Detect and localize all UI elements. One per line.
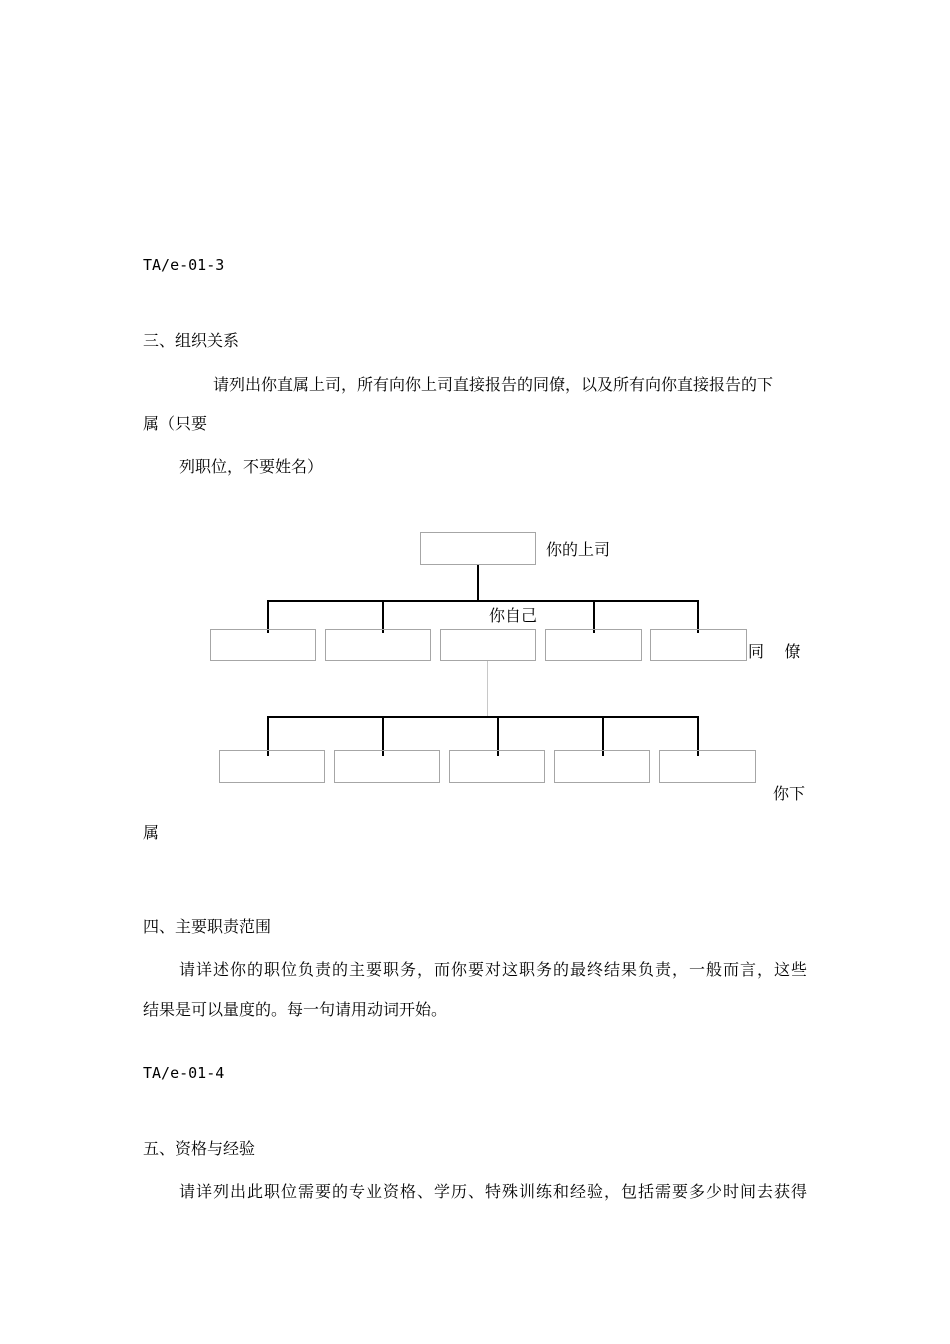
self-box (441, 630, 536, 661)
self-label: 你自己 (489, 606, 538, 625)
section3-instruction-line1: 请列出你直属上司，所有向你上司直接报告的同僚，以及所有向你直接报告的下 (213, 375, 774, 394)
section3-instruction-line2: 属（只要 (143, 414, 208, 433)
subordinates-label: 你下 (773, 784, 806, 803)
subordinate-box (660, 751, 756, 783)
subordinate-box (335, 751, 440, 783)
form-code-4: TA/e-01-4 (143, 1064, 225, 1082)
peer-box (326, 630, 431, 661)
section5-body-line1: 请详列出此职位需要的专业资格、学历、特殊训练和经验，包括需要多少时间去获得 (179, 1182, 807, 1201)
section5-heading: 五、资格与经验 (143, 1139, 256, 1158)
peer-box (546, 630, 642, 661)
section4-body-line2: 结果是可以量度的。每一句请用动词开始。 (143, 1000, 448, 1019)
section3-heading: 三、组织关系 (143, 331, 240, 350)
boss-box (421, 533, 536, 565)
section3-instruction-line3: 列职位，不要姓名） (179, 457, 324, 476)
section4-body-line1: 请详述你的职位负责的主要职务，而你要对这职务的最终结果负责，一般而言，这些 (179, 960, 807, 979)
peers-label: 同 僚 (748, 642, 801, 661)
subordinates-label-continued: 属 (143, 823, 160, 842)
subordinate-box (220, 751, 325, 783)
peer-box (651, 630, 747, 661)
form-code-3: TA/e-01-3 (143, 256, 225, 274)
boss-label: 你的上司 (546, 540, 611, 559)
peer-box (211, 630, 316, 661)
section4-heading: 四、主要职责范围 (143, 917, 272, 936)
